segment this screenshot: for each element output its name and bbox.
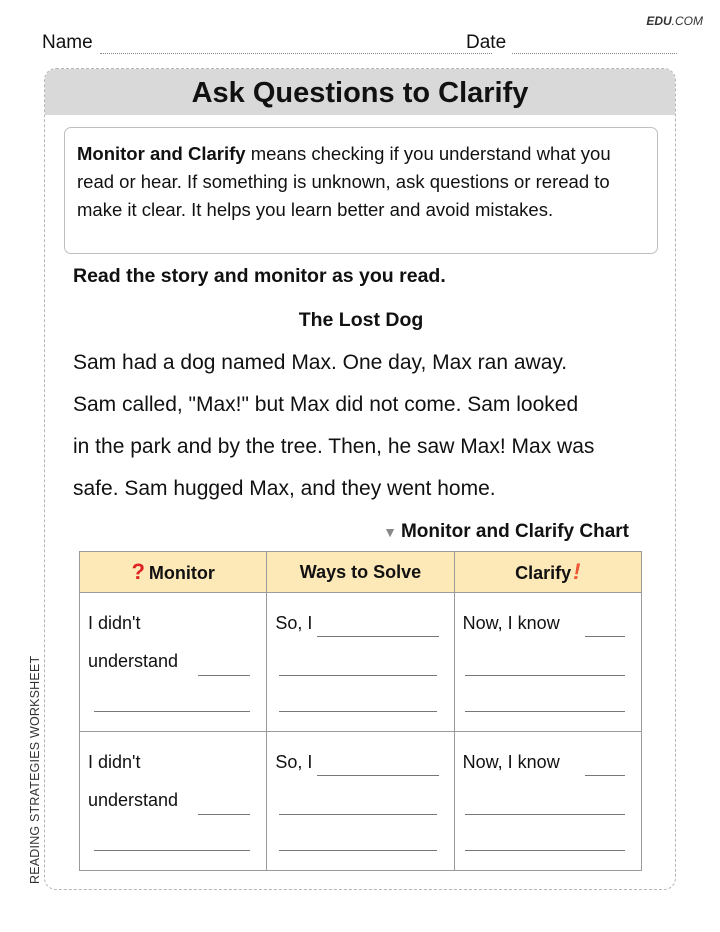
- date-blank[interactable]: [512, 53, 677, 54]
- write-line[interactable]: [317, 775, 439, 776]
- clarify-cell: Now, I know: [454, 732, 641, 871]
- chart-label: ▼ Monitor and Clarify Chart: [383, 521, 629, 542]
- instruction: Read the story and monitor as you read.: [73, 265, 446, 287]
- write-line[interactable]: [198, 675, 250, 676]
- write-line[interactable]: [465, 711, 625, 712]
- worksheet-title: Ask Questions to Clarify: [45, 69, 675, 115]
- story-title: The Lost Dog: [298, 309, 424, 331]
- clarify-cell: Now, I know: [454, 593, 641, 732]
- write-line[interactable]: [94, 711, 250, 712]
- write-line[interactable]: [465, 814, 625, 815]
- header-ways-to-solve: Ways to Solve: [267, 552, 454, 593]
- story-text: [73, 342, 663, 510]
- write-line[interactable]: [585, 775, 625, 776]
- write-line[interactable]: [279, 850, 437, 851]
- date-label: Date: [466, 32, 507, 53]
- ways-cell: So, I: [267, 732, 454, 871]
- question-mark-icon: ?: [131, 559, 145, 584]
- write-line[interactable]: [198, 814, 250, 815]
- story-line: in the park and by the tree. Then, he saw Max! Max was: [73, 435, 595, 458]
- worksheet-card: [44, 68, 676, 890]
- write-line[interactable]: [94, 850, 250, 851]
- name-blank[interactable]: [100, 53, 492, 54]
- write-line[interactable]: [585, 636, 625, 637]
- story-line: Sam had a dog named Max. One day, Max ran away.: [73, 351, 568, 374]
- write-line[interactable]: [465, 675, 625, 676]
- definition-term: Monitor and Clarify: [77, 143, 246, 164]
- definition-box: [64, 127, 658, 254]
- brand-logo: EDU.COM: [646, 14, 703, 28]
- side-label: READING STRATEGIES WORKSHEET: [28, 655, 42, 884]
- story-line: safe. Sam hugged Max, and they went home.: [73, 477, 496, 500]
- monitor-clarify-chart: [79, 551, 642, 871]
- ways-cell: So, I: [267, 593, 454, 732]
- definition-text: means checking if you understand what you read or hear. If something is unknown, ask questions or reread to make it clear. It helps you learn better and avoid mistakes.: [77, 143, 611, 220]
- triangle-down-icon: ▼: [383, 524, 397, 540]
- monitor-cell: I didn't understand: [80, 732, 267, 871]
- name-label: Name: [42, 32, 93, 53]
- write-line[interactable]: [465, 850, 625, 851]
- header-monitor: ? Monitor: [80, 552, 267, 593]
- write-line[interactable]: [317, 636, 439, 637]
- header-clarify: Clarify!: [454, 552, 641, 593]
- story-line: Sam called, "Max!" but Max did not come. Sam looked: [73, 393, 579, 416]
- write-line[interactable]: [279, 675, 437, 676]
- table-row: [80, 593, 642, 732]
- table-row: [80, 732, 642, 871]
- monitor-cell: I didn't understand: [80, 593, 267, 732]
- write-line[interactable]: [279, 814, 437, 815]
- name-date-row: [42, 32, 682, 56]
- write-line[interactable]: [279, 711, 437, 712]
- exclamation-icon: !: [573, 559, 581, 584]
